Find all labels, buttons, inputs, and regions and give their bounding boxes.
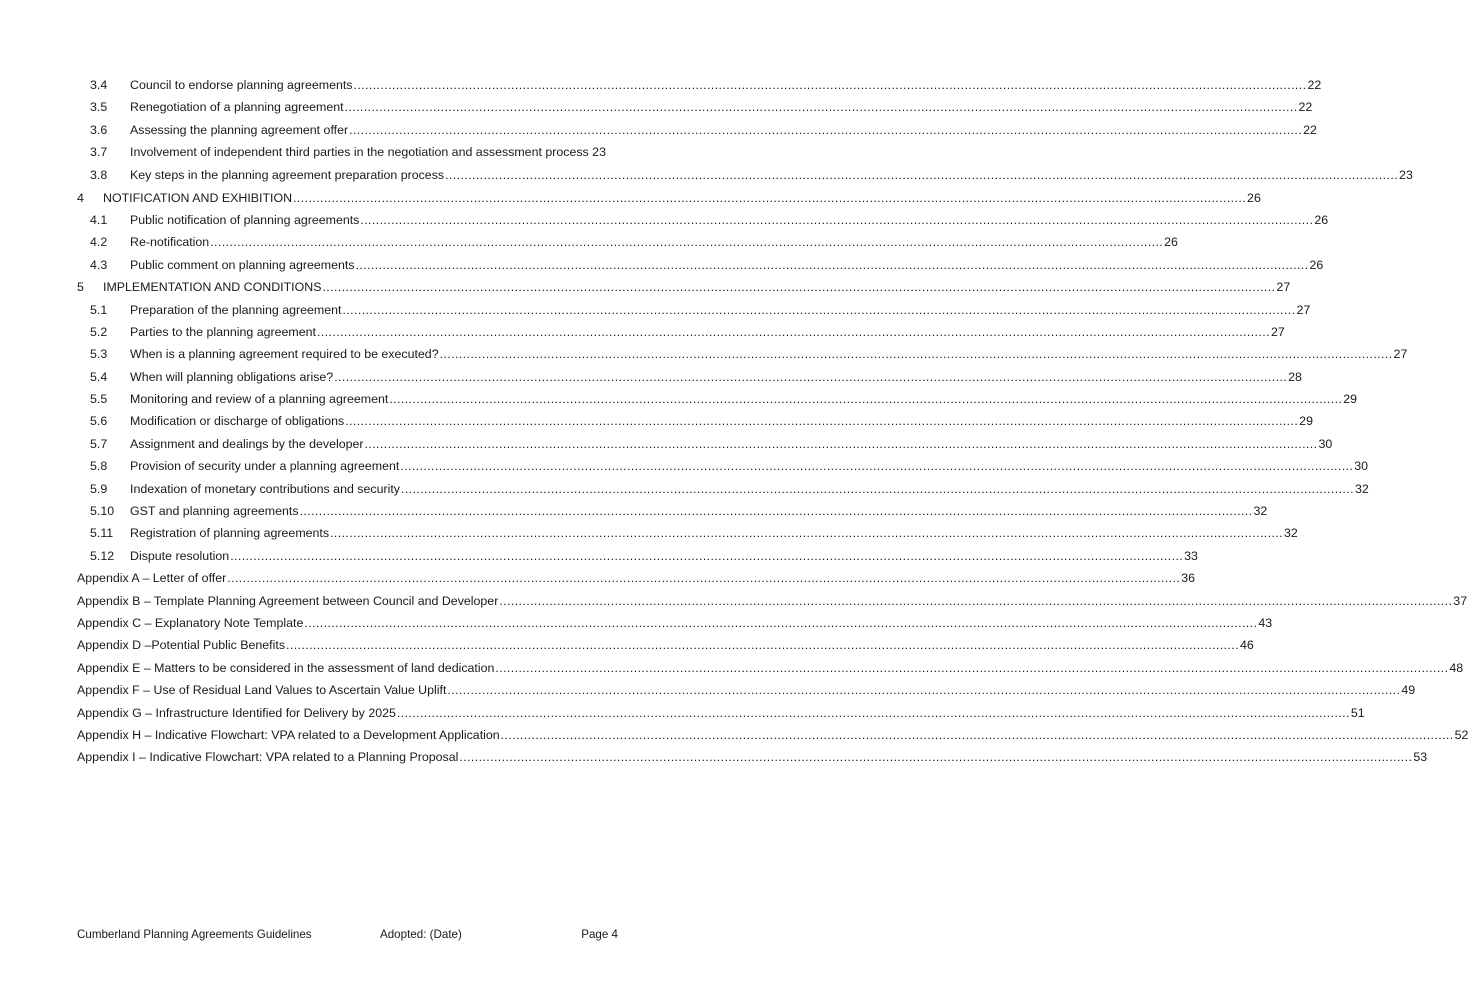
toc-entry[interactable]: [77, 410, 1313, 432]
toc-entry-title: Appendix F – Use of Residual Land Values to Ascertain Value Uplift: [77, 683, 447, 698]
toc-dot-leader: [329, 522, 1284, 544]
toc-entry-title: Modification or discharge of obligations: [130, 414, 345, 429]
toc-dot-leader: [400, 478, 1355, 500]
toc-dot-leader: [316, 321, 1271, 343]
toc-dot-leader: [399, 455, 1354, 477]
toc-entry-number: 3.8: [90, 168, 108, 183]
toc-dot-leader: [396, 702, 1351, 724]
toc-entry-page: 27: [1270, 324, 1285, 339]
toc-entry-page: 22: [1307, 78, 1322, 92]
toc-entry-number: 3.4: [90, 78, 108, 92]
toc-entry-title: Indexation of monetary contributions and security: [130, 481, 400, 496]
toc-entry[interactable]: [77, 388, 1358, 410]
footer-adopted-date: Adopted: (Date): [380, 928, 462, 941]
toc-entry[interactable]: [77, 567, 1196, 589]
page-footer: [77, 928, 618, 944]
toc-entry-title: Parties to the planning agreement: [130, 324, 316, 339]
toc-dot-leader: [348, 119, 1303, 141]
toc-entry-number: 5.4: [90, 369, 108, 384]
toc-entry-number: 5.3: [90, 347, 108, 362]
toc-dot-leader: [388, 388, 1343, 410]
toc-entry[interactable]: [77, 702, 1365, 724]
toc-entry-number: 5.10: [90, 504, 115, 519]
toc-entry-title: Involvement of independent third parties in the negotiation and assessment process 23: [130, 145, 606, 160]
toc-entry-page: 51: [1350, 705, 1365, 720]
toc-entry-page: 29: [1299, 414, 1313, 429]
toc-dot-leader: [439, 343, 1394, 365]
toc-entry[interactable]: [77, 679, 1416, 701]
toc-entry-page: 32: [1354, 481, 1369, 496]
toc-entry[interactable]: [77, 187, 1261, 209]
toc-entry[interactable]: [77, 231, 1178, 253]
toc-entry[interactable]: [77, 164, 1413, 186]
toc-entry[interactable]: [77, 657, 1464, 679]
toc-entry-title: Registration of planning agreements: [130, 526, 330, 541]
toc-entry[interactable]: [77, 254, 1324, 276]
toc-entry-title: Assignment and dealings by the developer: [130, 436, 364, 451]
toc-entry-number: 5.5: [90, 392, 108, 407]
toc-entry-title: Monitoring and review of a planning agreement: [130, 392, 389, 407]
toc-entry[interactable]: [77, 276, 1291, 298]
toc-entry-title: Appendix D –Potential Public Benefits: [77, 638, 286, 653]
toc-entry-page: 27: [1296, 302, 1311, 317]
toc-entry[interactable]: [77, 366, 1302, 388]
toc-dot-leader: [498, 590, 1453, 612]
toc-entry-title: NOTIFICATION AND EXHIBITION: [103, 190, 293, 205]
toc-entry[interactable]: [77, 522, 1298, 544]
toc-entry-number: 5.11: [90, 526, 114, 541]
toc-dot-leader: [209, 231, 1164, 253]
footer-document-title: Cumberland Planning Agreements Guidelines: [77, 928, 312, 941]
toc-entry-title: When is a planning agreement required to be executed?: [130, 347, 439, 362]
toc-entry-title: Council to endorse planning agreements: [130, 78, 353, 92]
toc-entry-page: 22: [1298, 100, 1313, 115]
toc-entry-number: 5.9: [90, 481, 108, 496]
toc-entry-page: 26: [1309, 257, 1324, 272]
toc-entry-title: Appendix I – Indicative Flowchart: VPA related to a Planning Proposal: [77, 750, 459, 765]
toc-entry-page: 49: [1401, 683, 1416, 698]
toc-entry-number: 5.6: [90, 414, 108, 429]
toc-entry-title: Key steps in the planning agreement preparation process: [130, 168, 445, 183]
toc-entry-page: 46: [1239, 638, 1254, 653]
toc-entry[interactable]: [77, 141, 618, 164]
toc-entry-page: 26: [1164, 235, 1178, 250]
toc-entry-title: Dispute resolution: [130, 548, 230, 563]
toc-entry[interactable]: [77, 612, 1273, 634]
toc-entry-title: Appendix A – Letter of offer: [77, 571, 227, 586]
toc-entry[interactable]: [77, 746, 1428, 768]
toc-entry-number: 3.5: [90, 100, 108, 115]
toc-entry-number: 4.2: [90, 235, 108, 250]
toc-entry-page: 32: [1284, 526, 1298, 541]
toc-entry-page: 22: [1303, 122, 1317, 137]
toc-entry-number: 4.3: [90, 257, 108, 272]
toc-entry[interactable]: [77, 299, 1311, 321]
toc-dot-leader: [444, 164, 1399, 186]
toc-dot-leader: [344, 96, 1299, 118]
toc-entry-page: 53: [1413, 750, 1428, 765]
toc-entry-title: Renegotiation of a planning agreement: [130, 100, 344, 115]
toc-entry-number: 5: [77, 280, 84, 295]
toc-entry[interactable]: [77, 590, 1468, 612]
toc-entry-title: Appendix G – Infrastructure Identified for Delivery by 2025: [77, 705, 396, 720]
toc-dot-leader: [341, 299, 1296, 321]
toc-entry-title: Re-notification: [130, 235, 210, 250]
toc-entry-page: 37: [1453, 593, 1468, 608]
toc-entry-title: Appendix H – Indicative Flowchart: VPA related to a Development Application: [77, 727, 500, 742]
toc-entry[interactable]: [77, 478, 1369, 500]
footer-page-number: Page 4: [581, 928, 618, 941]
toc-entry-number: 5.12: [90, 548, 115, 563]
toc-entry-page: 27: [1393, 347, 1408, 362]
toc-entry[interactable]: [77, 455, 1369, 477]
toc-dot-leader: [458, 746, 1413, 768]
toc-dot-leader: [364, 433, 1319, 455]
toc-dot-leader: [500, 724, 1455, 746]
toc-entry-page: 36: [1181, 571, 1196, 586]
toc-dot-leader: [303, 612, 1258, 634]
toc-entry-title: Public comment on planning agreements: [130, 257, 355, 272]
toc-entry-page: 23: [1399, 168, 1413, 183]
toc-entry-number: 5.1: [90, 302, 108, 317]
table-of-contents: [77, 74, 1468, 769]
toc-entry[interactable]: [77, 545, 1198, 567]
toc-entry-title: GST and planning agreements: [130, 504, 299, 519]
toc-dot-leader: [446, 679, 1401, 701]
toc-dot-leader: [353, 74, 1308, 96]
toc-entry-title: IMPLEMENTATION AND CONDITIONS: [103, 280, 322, 295]
toc-dot-leader: [355, 254, 1310, 276]
toc-entry-title: Assessing the planning agreement offer: [130, 122, 349, 137]
toc-entry-title: Provision of security under a planning agreement: [130, 459, 400, 474]
toc-dot-leader: [285, 634, 1240, 656]
toc-dot-leader: [333, 366, 1288, 388]
toc-entry-page: 33: [1184, 548, 1198, 563]
toc-dot-leader: [494, 657, 1449, 679]
toc-entry[interactable]: [77, 634, 1254, 656]
toc-entry-title: Appendix B – Template Planning Agreement between Council and Developer: [77, 593, 499, 608]
toc-entry[interactable]: [77, 343, 1408, 365]
toc-entry[interactable]: [77, 119, 1317, 141]
toc-entry-number: 3.6: [90, 122, 108, 137]
toc-entry[interactable]: [77, 433, 1333, 455]
toc-entry-page: 30: [1354, 459, 1369, 474]
toc-entry[interactable]: [77, 724, 1468, 746]
toc-dot-leader: [229, 545, 1184, 567]
toc-entry[interactable]: [77, 74, 1322, 96]
toc-entry-page: 26: [1247, 190, 1261, 205]
toc-entry[interactable]: [77, 500, 1268, 522]
toc-entry[interactable]: [77, 209, 1329, 231]
toc-entry-number: 3.7: [90, 145, 108, 160]
toc-dot-leader: [321, 276, 1276, 298]
toc-dot-leader: [292, 187, 1247, 209]
toc-entry-page: 52: [1454, 727, 1468, 742]
toc-entry-title: When will planning obligations arise?: [130, 369, 334, 384]
toc-entry-page: 43: [1258, 615, 1273, 630]
toc-entry-number: 5.7: [90, 436, 108, 451]
toc-dot-leader: [226, 567, 1181, 589]
toc-entry-page: 48: [1449, 660, 1464, 675]
toc-dot-leader: [359, 209, 1314, 231]
toc-entry-page: 29: [1343, 392, 1358, 407]
toc-entry-number: 5.2: [90, 324, 108, 339]
toc-entry-number: 5.8: [90, 459, 108, 474]
toc-entry-number: 4: [77, 190, 84, 205]
toc-entry[interactable]: [77, 321, 1285, 343]
toc-entry-title: Appendix C – Explanatory Note Template: [77, 615, 304, 630]
toc-dot-leader: [344, 410, 1299, 432]
toc-entry-page: 27: [1276, 280, 1291, 295]
toc-entry-title: Public notification of planning agreements: [130, 212, 360, 227]
toc-entry-number: 4.1: [90, 212, 108, 227]
toc-entry-page: 32: [1253, 504, 1268, 519]
toc-entry[interactable]: [77, 96, 1313, 118]
toc-entry-page: 28: [1288, 369, 1302, 384]
toc-entry-page: 26: [1314, 212, 1329, 227]
toc-entry-title: Preparation of the planning agreement: [130, 302, 342, 317]
toc-entry-title: Appendix E – Matters to be considered in the assessment of land dedication: [77, 660, 495, 675]
toc-dot-leader: [299, 500, 1254, 522]
toc-entry-page: 30: [1318, 436, 1333, 451]
